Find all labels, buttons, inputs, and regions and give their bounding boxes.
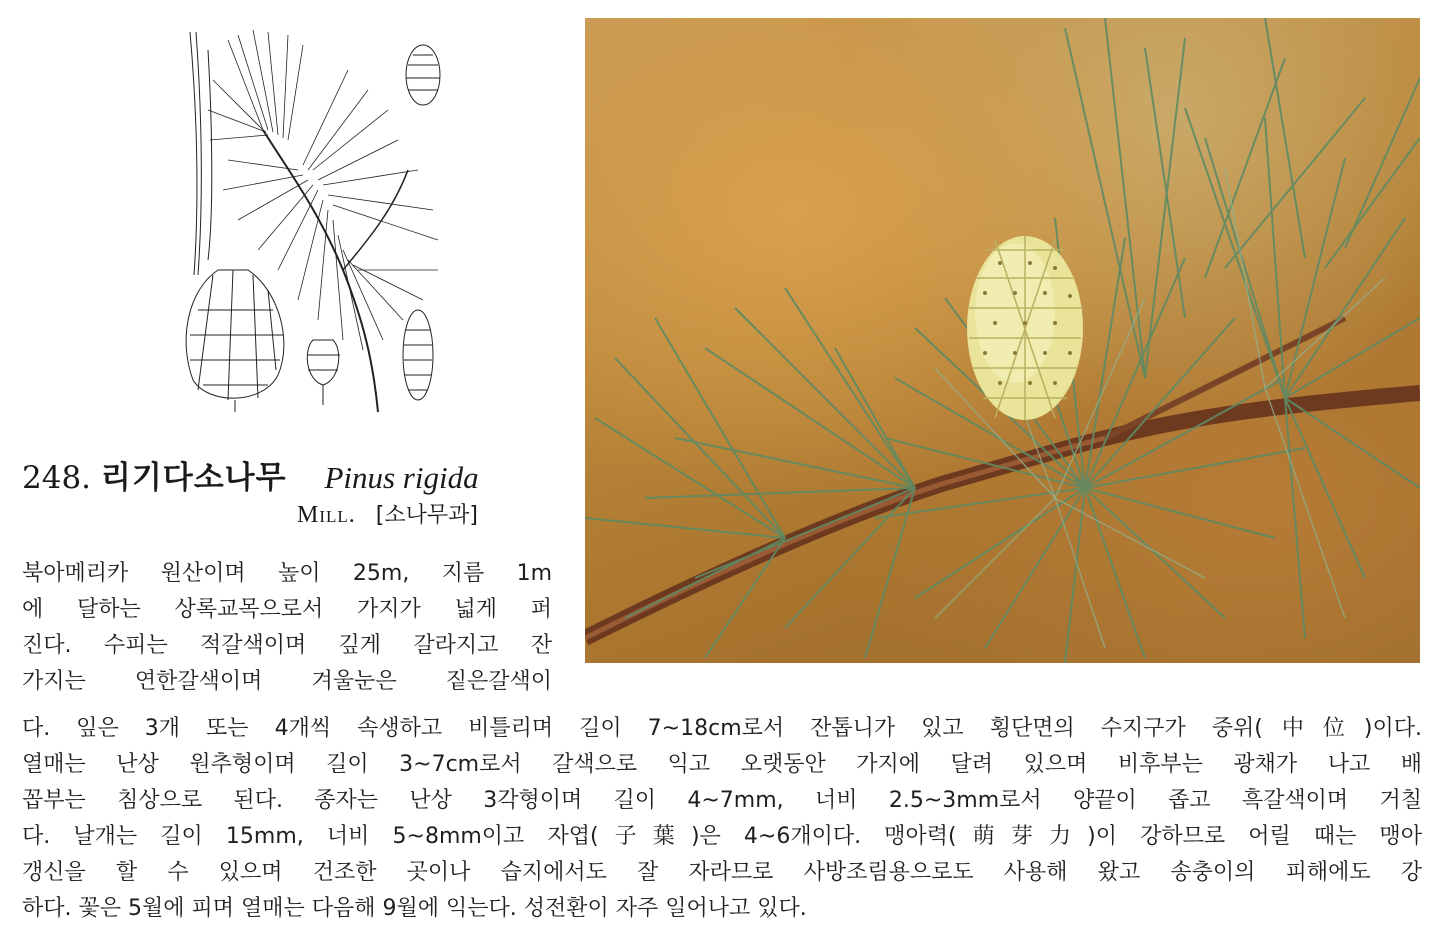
description-line: 하다. 꽃은 5월에 피며 열매는 다음해 9월에 익는다. 성전환이 자주 일어나고 있다. [22,896,807,921]
description-line: 꼽부는 침상으로 된다. 종자는 난상 3각형이며 길이 4~7mm, 너비 2.5~3mm로서 양끝이 좁고 흑갈색이며 거칠 [22,788,1422,813]
author-family-line [297,498,478,529]
description-line: 가지는 연한갈색이며 겨울눈은 짙은갈색이 [22,669,552,694]
description-line: 다. 날개는 길이 15mm, 너비 5~8mm이고 자엽(子葉)은 4~6개이다. 맹아력(萌芽力)이 강하므로 어릴 때는 맹아 [22,824,1422,849]
author: Mill. [297,502,356,528]
entry-title [22,452,542,497]
korean-name: 리기다소나무 [100,460,287,496]
description-line: 다. 잎은 3개 또는 4개씩 속생하고 비틀리며 길이 7~18cm로서 잔톱니가 있고 횡단면의 수지구가 중위(中位)이다. [22,716,1422,741]
description-line: 열매는 난상 원추형이며 길이 3~7cm로서 갈색으로 익고 오랫동안 가지에 달려 있으며 비후부는 광채가 나고 배 [22,752,1422,777]
description-narrow [22,556,552,700]
photo-illustration [585,18,1420,663]
description-wide [22,711,1422,927]
family-name: [소나무과] [375,503,478,528]
cone [967,236,1083,420]
pine-branch-photo [585,18,1420,663]
botanical-illustration [168,20,458,415]
pine-line-drawing [168,20,458,415]
description-line: 에 달하는 상록교목으로서 가지가 넓게 퍼 [22,597,552,622]
description-line: 갱신을 할 수 있으며 건조한 곳이나 습지에서도 잘 자라므로 사방조림용으로도 사용해 왔고 송충이의 피해에도 강 [22,860,1422,885]
description-line: 북아메리카 원산이며 높이 25m, 지름 1m [22,561,552,586]
description-line: 진다. 수피는 적갈색이며 깊게 갈라지고 잔 [22,633,552,658]
entry-number: 248. [22,460,92,496]
scientific-name: Pinus rigida [324,460,479,495]
